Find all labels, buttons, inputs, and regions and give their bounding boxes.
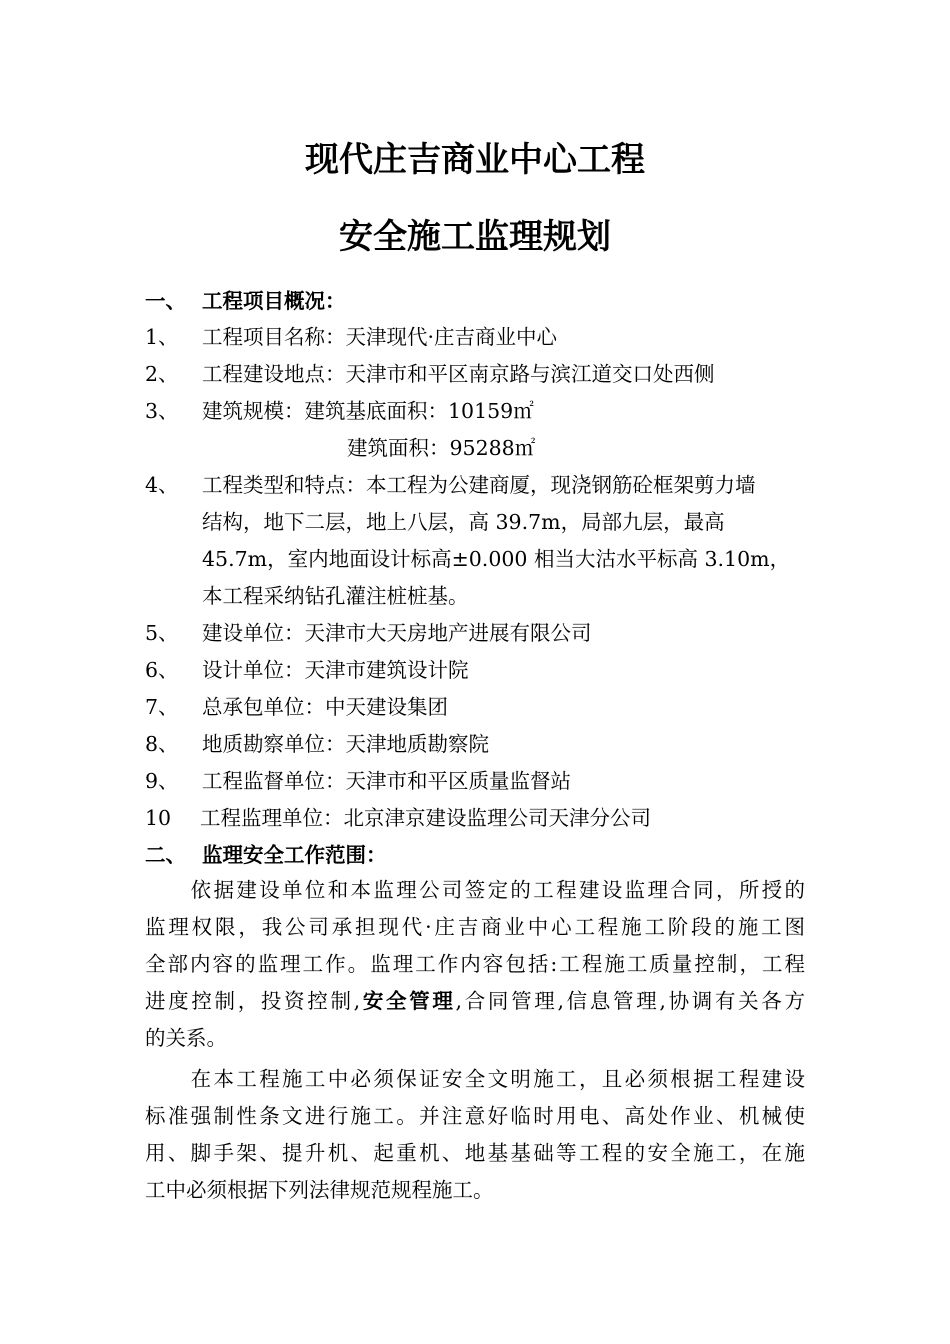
item-number: 7、 <box>145 695 179 719</box>
paragraph-line: 的关系。 <box>145 1026 227 1050</box>
document-title: 现代庄吉商业中心工程 <box>305 140 645 180</box>
paragraph-line: 全部内容的监理工作。监理工作内容包括:工程施工质量控制，工程 <box>145 952 805 976</box>
item-text: 工程类型和特点：本工程为公建商厦，现浇钢筋砼框架剪力墙 <box>202 473 756 497</box>
item-text: 建筑规模：建筑基底面积：10159㎡ <box>202 399 534 423</box>
document-subtitle: 安全施工监理规划 <box>339 217 611 257</box>
item-text: 工程监督单位：天津市和平区质量监督站 <box>202 769 571 793</box>
item-text: 45.7m，室内地面设计标高±0.000 相当大沽水平标高 3.10m， <box>202 547 791 571</box>
paragraph <box>145 872 805 1057</box>
item-number: 1、 <box>145 325 179 349</box>
emphasis-text: 安全管理 <box>360 989 456 1013</box>
item-text: 设计单位：天津市建筑设计院 <box>202 658 469 682</box>
item-text: 工程项目名称：天津现代·庄吉商业中心 <box>202 325 558 349</box>
text-run: 进度控制，投资控制, <box>145 989 361 1013</box>
item-number: 4、 <box>145 473 179 497</box>
section-number: 一、 <box>145 289 186 313</box>
item-text: 工程建设地点：天津市和平区南京路与滨江道交口处西侧 <box>202 362 715 386</box>
item-text: 总承包单位：中天建设集团 <box>202 695 448 719</box>
paragraph-line: 用、脚手架、提升机、起重机、地基基础等工程的安全施工，在施 <box>145 1141 805 1165</box>
text-run: ,合同管理,信息管理,协调有关各方 <box>455 989 805 1013</box>
paragraph-line: 监理权限，我公司承担现代·庄吉商业中心工程施工阶段的施工图 <box>145 915 805 939</box>
paragraph-line: 工中必须根据下列法律规范规程施工。 <box>145 1178 494 1202</box>
section-number: 二、 <box>145 843 186 867</box>
item-number: 6、 <box>145 658 179 682</box>
item-number: 3、 <box>145 399 179 423</box>
item-text: 本工程采纳钻孔灌注桩桩基。 <box>202 584 469 608</box>
section-heading-text: 监理安全工作范围： <box>202 843 387 867</box>
item-number: 9、 <box>145 769 179 793</box>
item-number: 10 <box>145 806 172 830</box>
paragraph-line: 标准强制性条文进行施工。并注意好临时用电、高处作业、机械使 <box>145 1104 805 1128</box>
item-text: 工程监理单位：北京津京建设监理公司天津分公司 <box>200 806 651 830</box>
item-number: 2、 <box>145 362 179 386</box>
paragraph-line: 依据建设单位和本监理公司签定的工程建设监理合同，所授的 <box>145 878 805 902</box>
item-number: 5、 <box>145 621 179 645</box>
item-number: 8、 <box>145 732 179 756</box>
paragraph-line <box>145 983 805 1020</box>
section-heading-text: 工程项目概况： <box>202 289 346 313</box>
item-text: 建设单位：天津市大天房地产进展有限公司 <box>202 621 592 645</box>
item-text: 地质勘察单位：天津地质勘察院 <box>202 732 489 756</box>
item-text: 结构，地下二层，地上八层，高 39.7m，局部九层，最高 <box>202 510 725 534</box>
paragraph <box>145 1061 805 1209</box>
item-text: 建筑面积：95288㎡ <box>347 436 536 460</box>
paragraph-line: 在本工程施工中必须保证安全文明施工，且必须根据工程建设 <box>145 1067 805 1091</box>
